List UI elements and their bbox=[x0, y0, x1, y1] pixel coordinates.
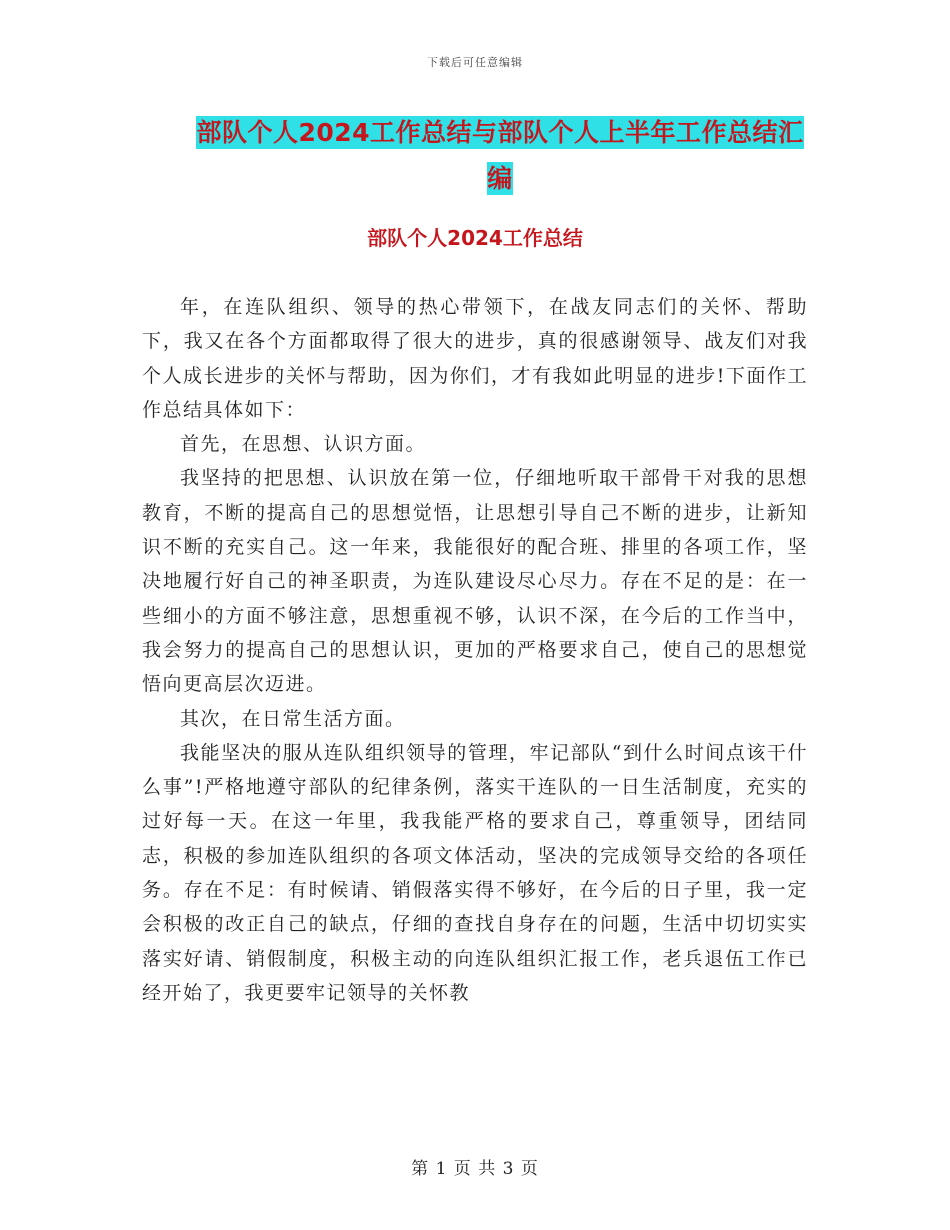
paragraph-daily-life: 我能坚决的服从连队组织领导的管理，牢记部队“到什么时间点该干什么事”!严格地遵守部队的纪律条例，落实干连队的一日生活制度，充实的过好每一天。在这一年里，我我能严格的要求自己，尊重领导，团结同志，积极的参加连队组织的各项文体活动，坚决的完成领导交给的各项任务。存在不足：有时候请、销假落实得不够好，在今后的日子里，我一定会积极的改正自己的缺点，仔细的查找自身存在的问题，生活中切切实实落实好请、销假制度，积极主动的向连队组织汇报工作，老兵退伍工作已经开始了，我更要牢记领导的关怀教 bbox=[142, 741, 808, 1004]
document-title bbox=[190, 110, 810, 202]
paragraph-thought: 我坚持的把思想、认识放在第一位，仔细地听取干部骨干对我的思想教育，不断的提高自己的思想觉悟，让思想引导自己不断的进步，让新知识不断的充实自己。这一年来，我能很好的配合班、排里的各项工作，坚决地履行好自己的神圣职责，为连队建设尽心尽力。存在不足的是：在一些细小的方面不够注意，思想重视不够，认识不深，在今后的工作当中，我会努力的提高自己的思想认识，更加的严格要求自己，使自己的思想觉悟向更高层次迈进。 bbox=[142, 467, 808, 696]
document-body bbox=[142, 290, 808, 1010]
paragraph-intro: 年，在连队组织、领导的热心带领下，在战友同志们的关怀、帮助下，我又在各个方面都取得了很大的进步，真的很感谢领导、战友们对我个人成长进步的关怀与帮助，因为你们，才有我如此明显的进步!下面作工作总结具体如下： bbox=[142, 296, 808, 421]
section-title: 部队个人2024工作总结 bbox=[367, 226, 583, 250]
paragraph-heading-thought: 首先，在思想、认识方面。 bbox=[180, 433, 427, 456]
paragraph-heading-daily-life: 其次，在日常生活方面。 bbox=[180, 707, 406, 730]
header-note: 下载后可任意编辑 bbox=[427, 56, 523, 69]
page-footer: 第 1 页 共 3 页 bbox=[411, 1159, 539, 1179]
document-title-highlight: 部队个人2024工作总结与部队个人上半年工作总结汇编 bbox=[196, 118, 804, 193]
